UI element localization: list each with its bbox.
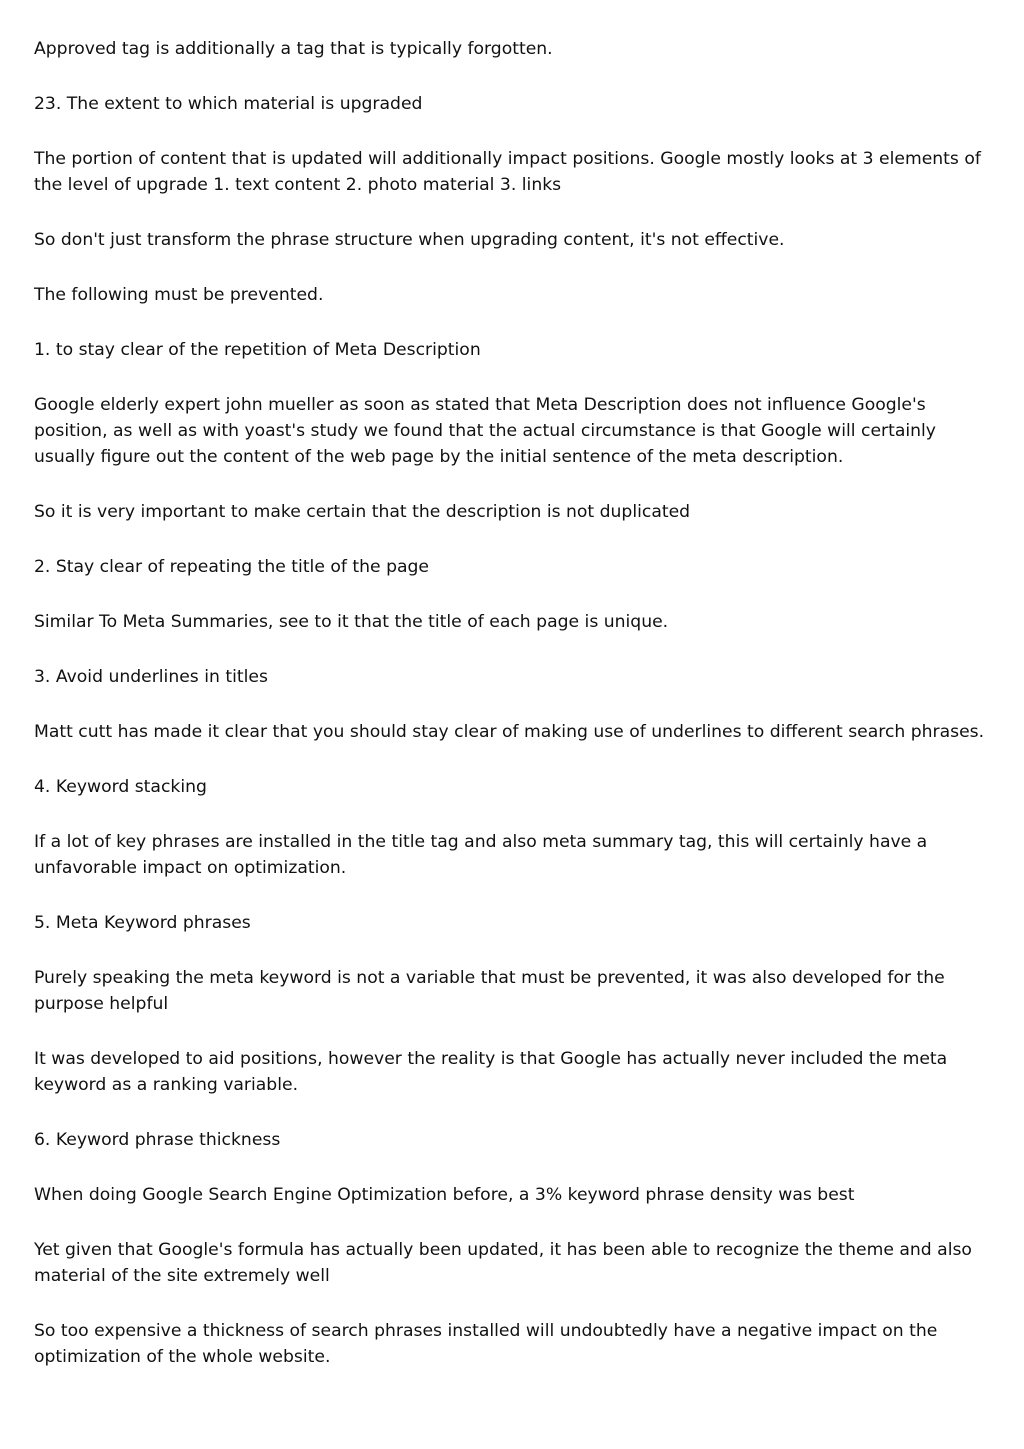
paragraph-description-not-duplicated: So it is very important to make certain that the description is not duplicated <box>34 502 691 522</box>
paragraph-formula-updated: Yet given that Google's formula has actually been updated, it has been able to recognize the theme and also material of the site extremely well <box>34 1240 972 1286</box>
paragraph-content-updated: The portion of content that is updated will additionally impact positions. Google mostly looks at 3 elements of the level of upgrade 1. text content 2. photo material 3. links <box>34 149 981 195</box>
paragraph-phrase-structure: So don't just transform the phrase structure when upgrading content, it's not effective. <box>34 230 785 250</box>
paragraph-meta-keyword-variable: Purely speaking the meta keyword is not a variable that must be prevented, it was also developed for the purpose helpful <box>34 968 945 1014</box>
paragraph-keyword-density: When doing Google Search Engine Optimization before, a 3% keyword phrase density was best <box>34 1185 855 1205</box>
paragraph-keyword-stacking: If a lot of key phrases are installed in the title tag and also meta summary tag, this will certainly have a unfavorable impact on optimization. <box>34 832 928 878</box>
heading-meta-keyword-phrases: 5. Meta Keyword phrases <box>34 913 251 933</box>
paragraph-john-mueller: Google elderly expert john mueller as soon as stated that Meta Description does not influence Google's position, as well as with yoast's study we found that the actual circumstance is that Google will certainly usually figure out the content of the web page by the initial sentence of the meta description. <box>34 395 936 467</box>
heading-title-repetition: 2. Stay clear of repeating the title of the page <box>34 557 429 577</box>
paragraph-matt-cutt: Matt cutt has made it clear that you should stay clear of making use of underlines to different search phrases. <box>34 722 985 742</box>
heading-meta-description-repetition: 1. to stay clear of the repetition of Meta Description <box>34 340 481 360</box>
document-body <box>34 36 994 1399</box>
paragraph-must-be-prevented: The following must be prevented. <box>34 285 324 305</box>
paragraph-approved-tag: Approved tag is additionally a tag that is typically forgotten. <box>34 39 553 59</box>
heading-content-upgrade-extent: 23. The extent to which material is upgraded <box>34 94 423 114</box>
paragraph-title-unique: Similar To Meta Summaries, see to it that the title of each page is unique. <box>34 612 669 632</box>
paragraph-meta-keyword-ranking: It was developed to aid positions, however the reality is that Google has actually never included the meta keyword as a ranking variable. <box>34 1049 948 1095</box>
heading-underlines-in-titles: 3. Avoid underlines in titles <box>34 667 268 687</box>
heading-keyword-thickness: 6. Keyword phrase thickness <box>34 1130 281 1150</box>
heading-keyword-stacking: 4. Keyword stacking <box>34 777 207 797</box>
paragraph-negative-impact: So too expensive a thickness of search phrases installed will undoubtedly have a negative impact on the optimization of the whole website. <box>34 1321 938 1367</box>
